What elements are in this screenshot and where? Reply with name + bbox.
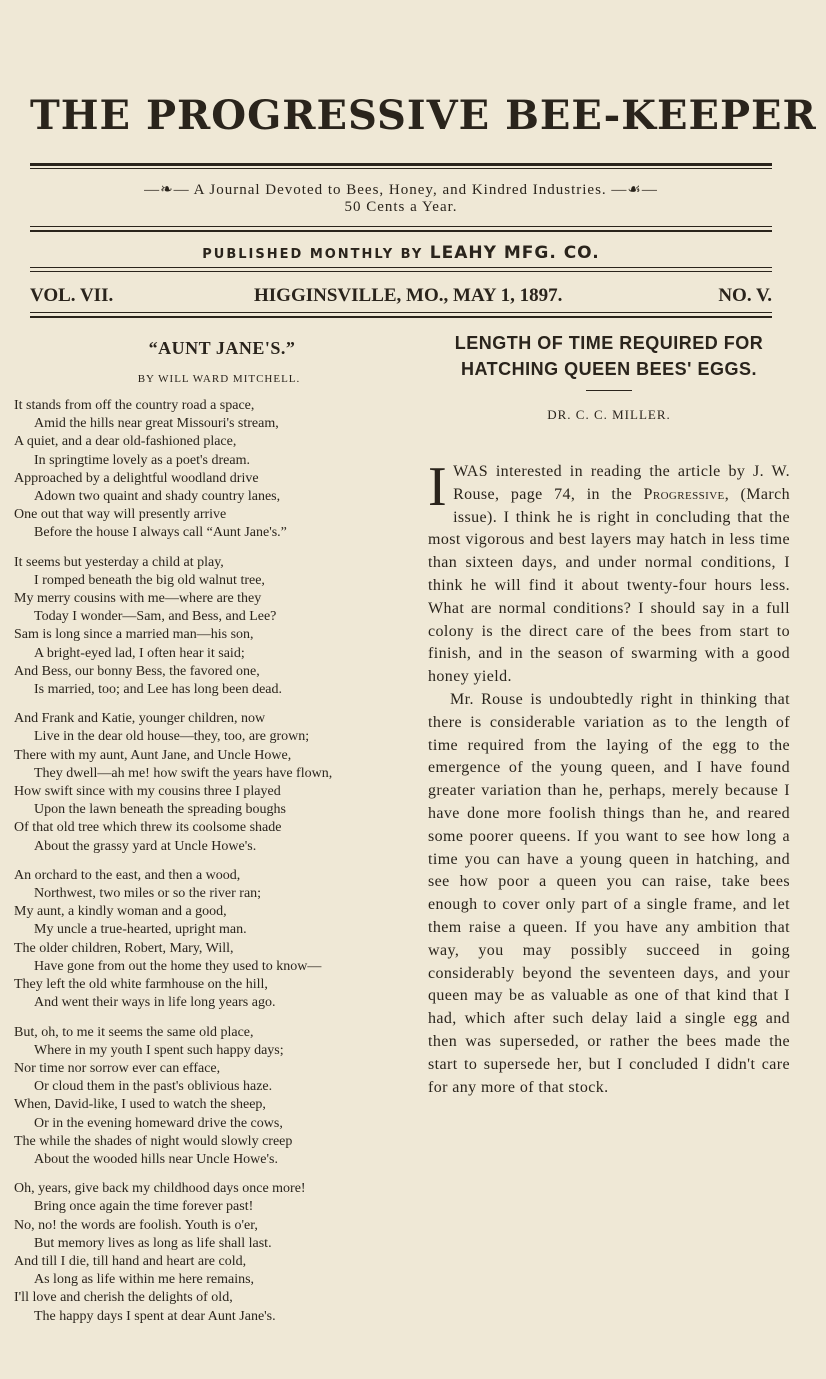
poem-line: I romped beneath the big old walnut tree, xyxy=(34,572,265,588)
poem-stanza xyxy=(14,710,424,856)
poem-line: An orchard to the east, and then a wood, xyxy=(14,867,241,883)
article-title-line-2: HATCHING QUEEN BEES' EGGS. xyxy=(461,359,757,379)
poem-column xyxy=(14,338,424,1337)
masthead-rule-top xyxy=(30,163,772,166)
poem-stanza xyxy=(14,1024,424,1170)
article-paragraph-1 xyxy=(428,456,790,689)
journal-subtitle xyxy=(30,180,772,199)
rule-publisher-1 xyxy=(30,267,772,268)
poem-stanza xyxy=(14,397,424,543)
poem-line: It seems but yesterday a child at play, xyxy=(14,554,224,570)
article-title-rule xyxy=(586,390,632,391)
subscription-price: 50 Cents a Year. xyxy=(344,199,458,215)
poem-line: And till I die, till hand and heart are cold, xyxy=(14,1253,247,1269)
poem-line: Amid the hills near great Missouri's stream, xyxy=(34,416,279,432)
ornament-right-icon: ―☙— xyxy=(611,182,658,198)
publisher-prefix: PUBLISHED MONTHLY BY xyxy=(202,247,430,262)
poem-line: As long as life within me here remains, xyxy=(34,1272,255,1288)
volume-label: VOL. VII. xyxy=(30,285,114,306)
poem-line: Or cloud them in the past's oblivious haze. xyxy=(34,1079,273,1095)
journal-name: Progressive xyxy=(643,485,725,503)
rule-publisher-2 xyxy=(30,271,772,272)
rule-issue-1 xyxy=(30,312,772,313)
poem-line: They left the old white farmhouse on the hill, xyxy=(14,977,268,993)
poem-line: Is married, too; and Lee has long been dead. xyxy=(34,682,283,698)
poem-line: A bright-eyed lad, I often hear it said; xyxy=(34,645,245,661)
poem-body xyxy=(14,397,424,1326)
poem-stanza xyxy=(14,1180,424,1326)
issue-number: NO. V. xyxy=(718,285,772,306)
paragraph-1-part-b: , (March issue). I think he is right in concluding that the most vigorous and best layers may hatch in less time than sixteen days, and under normal conditions, I think he will find it about twenty-four hours less. What are normal conditions? I should say in a full colony is the direct care of the bees from start to finish, and in the season of swarming with a good honey yield. xyxy=(428,485,790,686)
poem-line: Where in my youth I spent such happy days; xyxy=(34,1042,284,1058)
poem-line: The older children, Robert, Mary, Will, xyxy=(14,940,234,956)
drop-cap: I xyxy=(428,456,448,518)
poem-stanza xyxy=(14,867,424,1013)
poem-line: The while the shades of night would slowly creep xyxy=(14,1133,293,1149)
poem-line: And Bess, our bonny Bess, the favored one, xyxy=(14,663,260,679)
poem-line: My merry cousins with me—where are they xyxy=(14,591,262,607)
poem-line: Of that old tree which threw its coolsome shade xyxy=(14,820,282,836)
poem-line: Oh, years, give back my childhood days once more! xyxy=(14,1181,306,1197)
poem-line: Upon the lawn beneath the spreading boughs xyxy=(34,802,286,818)
poem-line: When, David-like, I used to watch the sheep, xyxy=(14,1097,266,1113)
poem-line: But memory lives as long as life shall last. xyxy=(34,1235,272,1251)
poem-line: My aunt, a kindly woman and a good, xyxy=(14,904,227,920)
poem-line: Adown two quaint and shady country lanes, xyxy=(34,489,281,505)
article-title-line-1: LENGTH OF TIME REQUIRED FOR xyxy=(454,333,764,353)
poem-stanza xyxy=(14,554,424,700)
article-author: DR. C. C. MILLER. xyxy=(547,407,671,422)
poem-line: Approached by a delightful woodland drive xyxy=(14,470,259,486)
poem-line: And went their ways in life long years ago. xyxy=(34,995,276,1011)
rule-issue-2 xyxy=(30,316,772,318)
poem-line: How swift since with my cousins three I played xyxy=(14,784,281,800)
poem-line: No, no! the words are foolish. Youth is o'er, xyxy=(14,1217,258,1233)
ornament-left-icon: —❧― xyxy=(144,182,190,198)
poem-line: And Frank and Katie, younger children, now xyxy=(14,711,266,727)
poem-line: Today I wonder—Sam, and Bess, and Lee? xyxy=(34,609,277,625)
poem-line: Bring once again the time forever past! xyxy=(34,1199,254,1215)
poem-line: Live in the dear old house—they, too, are grown; xyxy=(34,729,310,745)
poem-line: Sam is long since a married man—his son, xyxy=(14,627,254,643)
poem-line: My uncle a true-hearted, upright man. xyxy=(34,922,247,938)
poem-title: “AUNT JANE'S.” xyxy=(148,338,296,358)
poem-line: About the wooded hills near Uncle Howe's. xyxy=(34,1151,278,1167)
poem-line: I'll love and cherish the delights of old, xyxy=(14,1290,233,1306)
subtitle-text: A Journal Devoted to Bees, Honey, and Kindred Industries. xyxy=(193,182,607,198)
article-body xyxy=(428,456,790,1099)
poem-line: Northwest, two miles or so the river ran; xyxy=(34,886,262,902)
paragraph-1-part-a: WAS interested in reading the article by J. W. Rouse, page 74, in the xyxy=(453,463,790,503)
poem-line: There with my aunt, Aunt Jane, and Uncle Howe, xyxy=(14,747,292,763)
poem-line: Nor time nor sorrow ever can efface, xyxy=(14,1060,221,1076)
article-paragraph-2: Mr. Rouse is undoubtedly right in thinking that there is considerable variation as to the length of time required from the laying of the egg to the emergence of the young queen, and I have found greater variation than he, perhaps, merely because I have done more foolish things than he, and reared some poorer queens. If you want to see how long a time you can have a young queen in hatching, and see how poor a queen you can raise, take bees enough to cover only part of a single frame, and let them raise a queen. If you have any ambition that way, you may possibly succeed in going considerably beyond the seventeen days, and your queen may be as valuable as one of that kind that I had, which after such delay laid a single egg and then was superseded, or rather the bees made the start to supersede her, but I concluded I didn't care for any more of that stock. xyxy=(428,690,790,1096)
dateline: HIGGINSVILLE, MO., MAY 1, 1897. xyxy=(254,285,563,306)
article-column xyxy=(428,330,790,1099)
publisher-name: LEAHY MFG. CO. xyxy=(429,243,600,263)
publisher-line xyxy=(30,243,772,263)
issue-info-row xyxy=(30,285,772,309)
poem-line: Before the house I always call “Aunt Jane's.” xyxy=(34,525,287,541)
poem-author: BY WILL WARD MITCHELL. xyxy=(137,373,301,385)
poem-line: Have gone from out the home they used to know— xyxy=(34,958,322,974)
poem-line: The happy days I spent at dear Aunt Jane's. xyxy=(34,1308,276,1324)
poem-line: About the grassy yard at Uncle Howe's. xyxy=(34,838,257,854)
masthead-title: THE PROGRESSIVE BEE-KEEPER xyxy=(30,92,817,139)
poem-line: It stands from off the country road a space, xyxy=(14,398,255,413)
poem-line: But, oh, to me it seems the same old place, xyxy=(14,1024,254,1040)
poem-line: In springtime lovely as a poet's dream. xyxy=(34,452,250,468)
masthead-rule-top-thin xyxy=(30,168,772,169)
rule-subtitle-2 xyxy=(30,230,772,232)
poem-line: Or in the evening homeward drive the cows, xyxy=(34,1115,283,1131)
poem-line: One out that way will presently arrive xyxy=(14,507,227,523)
rule-subtitle-1 xyxy=(30,226,772,227)
poem-line: They dwell—ah me! how swift the years have flown, xyxy=(34,765,333,781)
poem-line: A quiet, and a dear old-fashioned place, xyxy=(14,434,237,450)
